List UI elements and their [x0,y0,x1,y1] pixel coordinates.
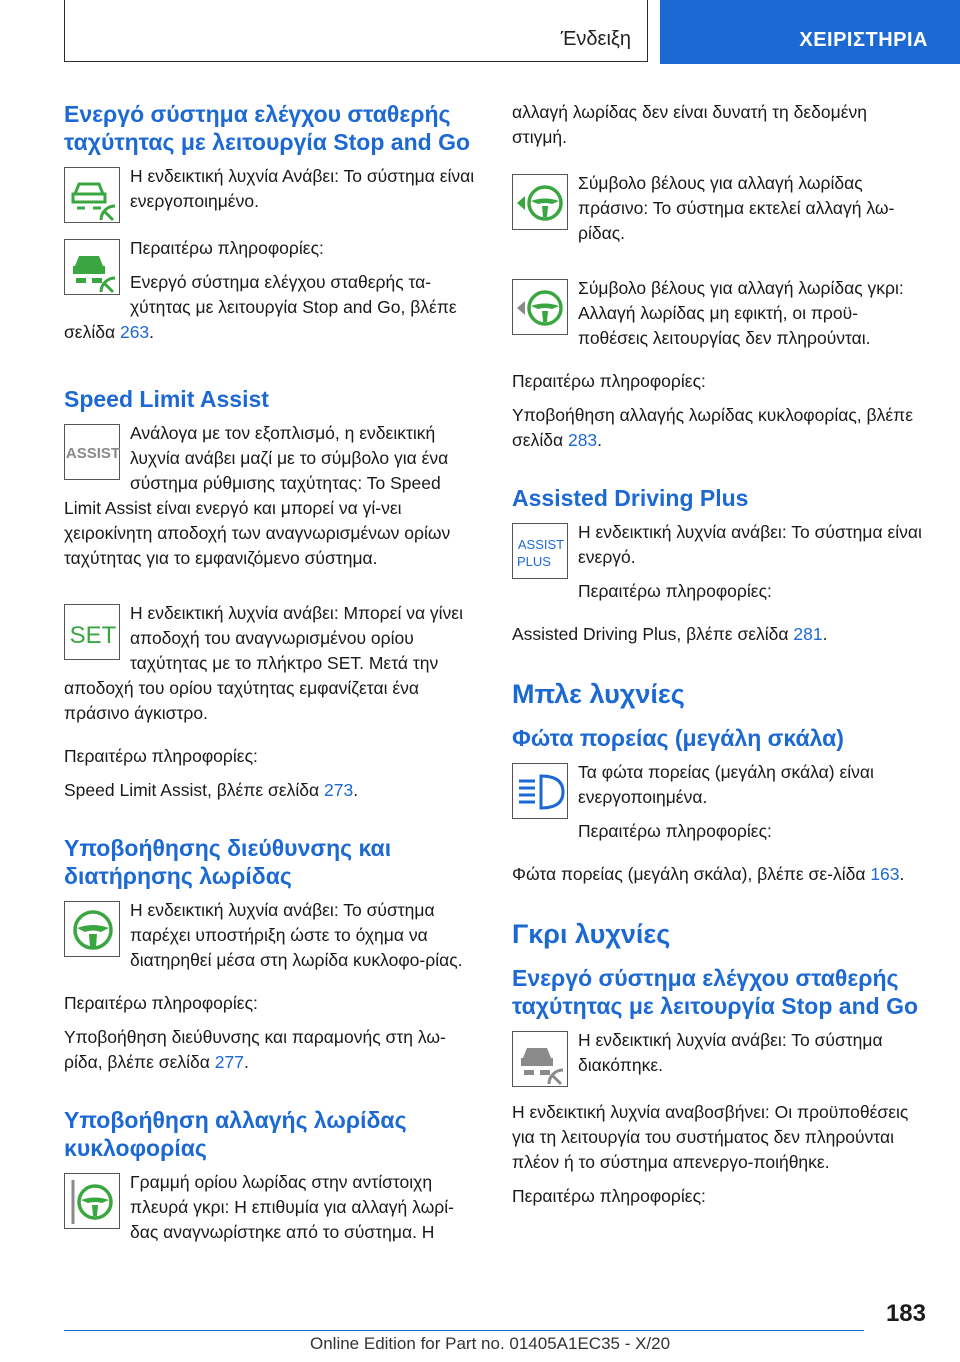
more-info-label: Περαιτέρω πληροφορίες: [512,1186,706,1206]
page-number: 183 [885,1300,926,1327]
adp-reference: Assisted Driving Plus, βλέπε σελίδα 281. [512,624,828,644]
page-link-163[interactable]: 163 [870,864,900,884]
sla-text: Ανάλογα με τον εξοπλισμό, η ενδεικτική λυχνία ανάβει μαζί με το σύμβολο για ένα σύστημα ρύθμισης ταχύτητας: Το Speed Limit Assist είναι ενεργό και μπορεί να γί-νει χειροκίνητη αποδοχή των αναγνωρισμένων ορίων ταχύτητας για το εμφανιζόμενο σύστημα. [64,423,451,568]
high-beam-reference: Φώτα πορείας (μεγάλη σκάλα), βλέπε σε-λίδα 163. [512,864,905,884]
page-link-273[interactable]: 273 [324,780,354,800]
page-link-263[interactable]: 263 [119,322,150,342]
set-text: Η ενδεικτική λυχνία ανάβει: Μπορεί να γίνει αποδοχή του αναγνωρισμένου ορίου ταχύτητας με το πλήκτρο SET. Μετά την αποδοχή του ορίου ταχύτητας εμφανίζεται ένα πράσινο άγκιστρο. [64,603,463,723]
section-title-speed-limit-assist: Speed Limit Assist [64,386,269,412]
steering-wheel-green-icon [64,901,120,957]
acc-active-block [64,164,478,227]
acc-green-car-filled-icon [64,239,120,295]
lane-change-grey-text: Γραμμή ορίου λωρίδας στην αντίστοιχη πλευρά γκρι: Η επιθυμία για αλλαγή λωρί-δας αναγνωρίστηκε από το σύστημα. Η [130,1172,454,1242]
page-link-277[interactable]: 277 [214,1052,244,1072]
edition-footer: Online Edition for Part no. 01405A1EC35 - X/20 [310,1334,671,1353]
section-title-blue-lights: Μπλε λυχνίες [512,679,685,709]
adp-text: Η ενδεικτική λυχνία ανάβει: Το σύστημα είναι ενεργό. [578,522,922,567]
more-info-label: Περαιτέρω πληροφορίες: [64,746,258,766]
section-title-steering-lane-assist: Υποβοήθησης διεύθυνσης και διατήρησης λωρίδας [64,835,392,889]
high-beam-block [512,760,926,853]
lane-change-reference: Υποβοήθηση αλλαγής λωρίδας κυκλοφορίας, βλέπε σελίδα 283. [512,405,913,450]
acc-grey-text: Η ενδεικτική λυχνία ανάβει: Το σύστημα διακόπηκε. [578,1030,883,1075]
section-tab [64,0,648,62]
subsection-title-high-beam: Φώτα πορείας (μεγάλη σκάλα) [512,725,844,751]
left-column [64,100,478,1263]
lane-change-grey-line-icon [64,1173,120,1229]
set-block [64,601,478,735]
adp-block [512,520,926,613]
high-beam-text: Τα φώτα πορείας (μεγάλη σκάλα) είναι ενεργοποιημένα. [578,762,874,807]
more-info-label: Περαιτέρω πληροφορίες: [578,581,772,601]
more-info-label: Περαιτέρω πληροφορίες: [130,238,324,258]
page-link-283[interactable]: 283 [567,430,598,450]
acc-grey-car-icon [512,1031,568,1087]
section-title-assisted-driving-plus: Assisted Driving Plus [512,485,749,511]
section-label: Ένδειξη [560,28,631,50]
lane-change-grey-arrow-block [512,276,926,360]
section-title-grey-lights: Γκρι λυχνίες [512,919,671,949]
lane-change-grey-arrow-text: Σύμβολο βέλους για αλλαγή λωρίδας γκρι: Αλλαγή λωρίδας μη εφικτή, οι προϋ-ποθέσεις λειτουργίας δεν πληρούνται. [578,278,904,348]
acc-grey-block [512,1028,926,1091]
acc-blink-text: Η ενδεικτική λυχνία αναβοσβήνει: Οι προϋποθέσεις για τη λειτουργία του συστήματος δεν πληρούνται πλέον ή το σύστημα απενεργο-ποιήθηκε. [512,1102,909,1172]
subsection-title-acc-stopgo-grey: Ενεργό σύστημα ελέγχου σταθερής ταχύτητας με λειτουργία Stop and Go [512,965,919,1019]
set-icon [64,604,120,660]
assist-icon [64,424,120,480]
assist-plus-line1: ASSIST [517,537,565,552]
assist-plus-icon [512,523,568,579]
acc-active-text: Η ενδεικτική λυχνία Ανάβει: Το σύστημα είναι ενεργοποιημένο. [130,166,475,211]
lane-keep-reference: Υποβοήθηση διεύθυνσης και παραμονής στη λω-ρίδα, βλέπε σελίδα 277. [64,1027,446,1072]
chapter-label: ΧΕΙΡΙΣΤΗΡΙΑ [799,29,928,51]
page-header [64,0,960,64]
acc-reference: Ενεργό σύστημα ελέγχου σταθερής τα-χύτητας με λειτουργία Stop and Go, βλέπε σελίδα 263. [64,272,457,342]
lane-change-grey-arrow-icon [512,279,568,335]
acc-more-block [64,236,478,354]
more-info-label: Περαιτέρω πληροφορίες: [512,371,706,391]
section-title-lane-change-assist: Υποβοήθηση αλλαγής λωρίδας κυκλοφορίας [64,1107,407,1161]
lane-change-grey-block [64,1170,478,1254]
chapter-tab [660,0,960,64]
right-column [512,100,926,1218]
set-icon-text: SET [69,622,117,649]
more-info-label: Περαιτέρω πληροφορίες: [578,821,772,841]
sla-block [64,421,478,580]
assist-plus-line2: PLUS [517,554,551,569]
acc-green-car-icon [64,167,120,223]
lane-keep-text: Η ενδεικτική λυχνία ανάβει: Το σύστημα παρέχει υποστήριξη ώστε το όχημα να διατηρηθεί μέσα στη λωρίδα κυκλοφο-ρίας. [130,900,463,970]
sla-reference: Speed Limit Assist, βλέπε σελίδα 273. [64,780,359,800]
footer-divider [64,1330,864,1331]
lane-change-green-text: Σύμβολο βέλους για αλλαγή λωρίδας πράσινο: Το σύστημα εκτελεί αλλαγή λω-ρίδας. [578,173,895,243]
high-beam-icon [512,763,568,819]
more-info-label: Περαιτέρω πληροφορίες: [64,993,258,1013]
section-title-acc-stopgo: Ενεργό σύστημα ελέγχου σταθερής ταχύτητας με λειτουργία Stop and Go [64,101,471,155]
lane-keep-block [64,898,478,982]
lane-change-green-block [512,171,926,255]
lane-change-green-arrow-icon [512,174,568,230]
lane-change-continued-text: αλλαγή λωρίδας δεν είναι δυνατή τη δεδομένη στιγμή. [512,102,867,147]
assist-icon-text: ASSIST [65,445,121,462]
page-link-281[interactable]: 281 [793,624,823,644]
